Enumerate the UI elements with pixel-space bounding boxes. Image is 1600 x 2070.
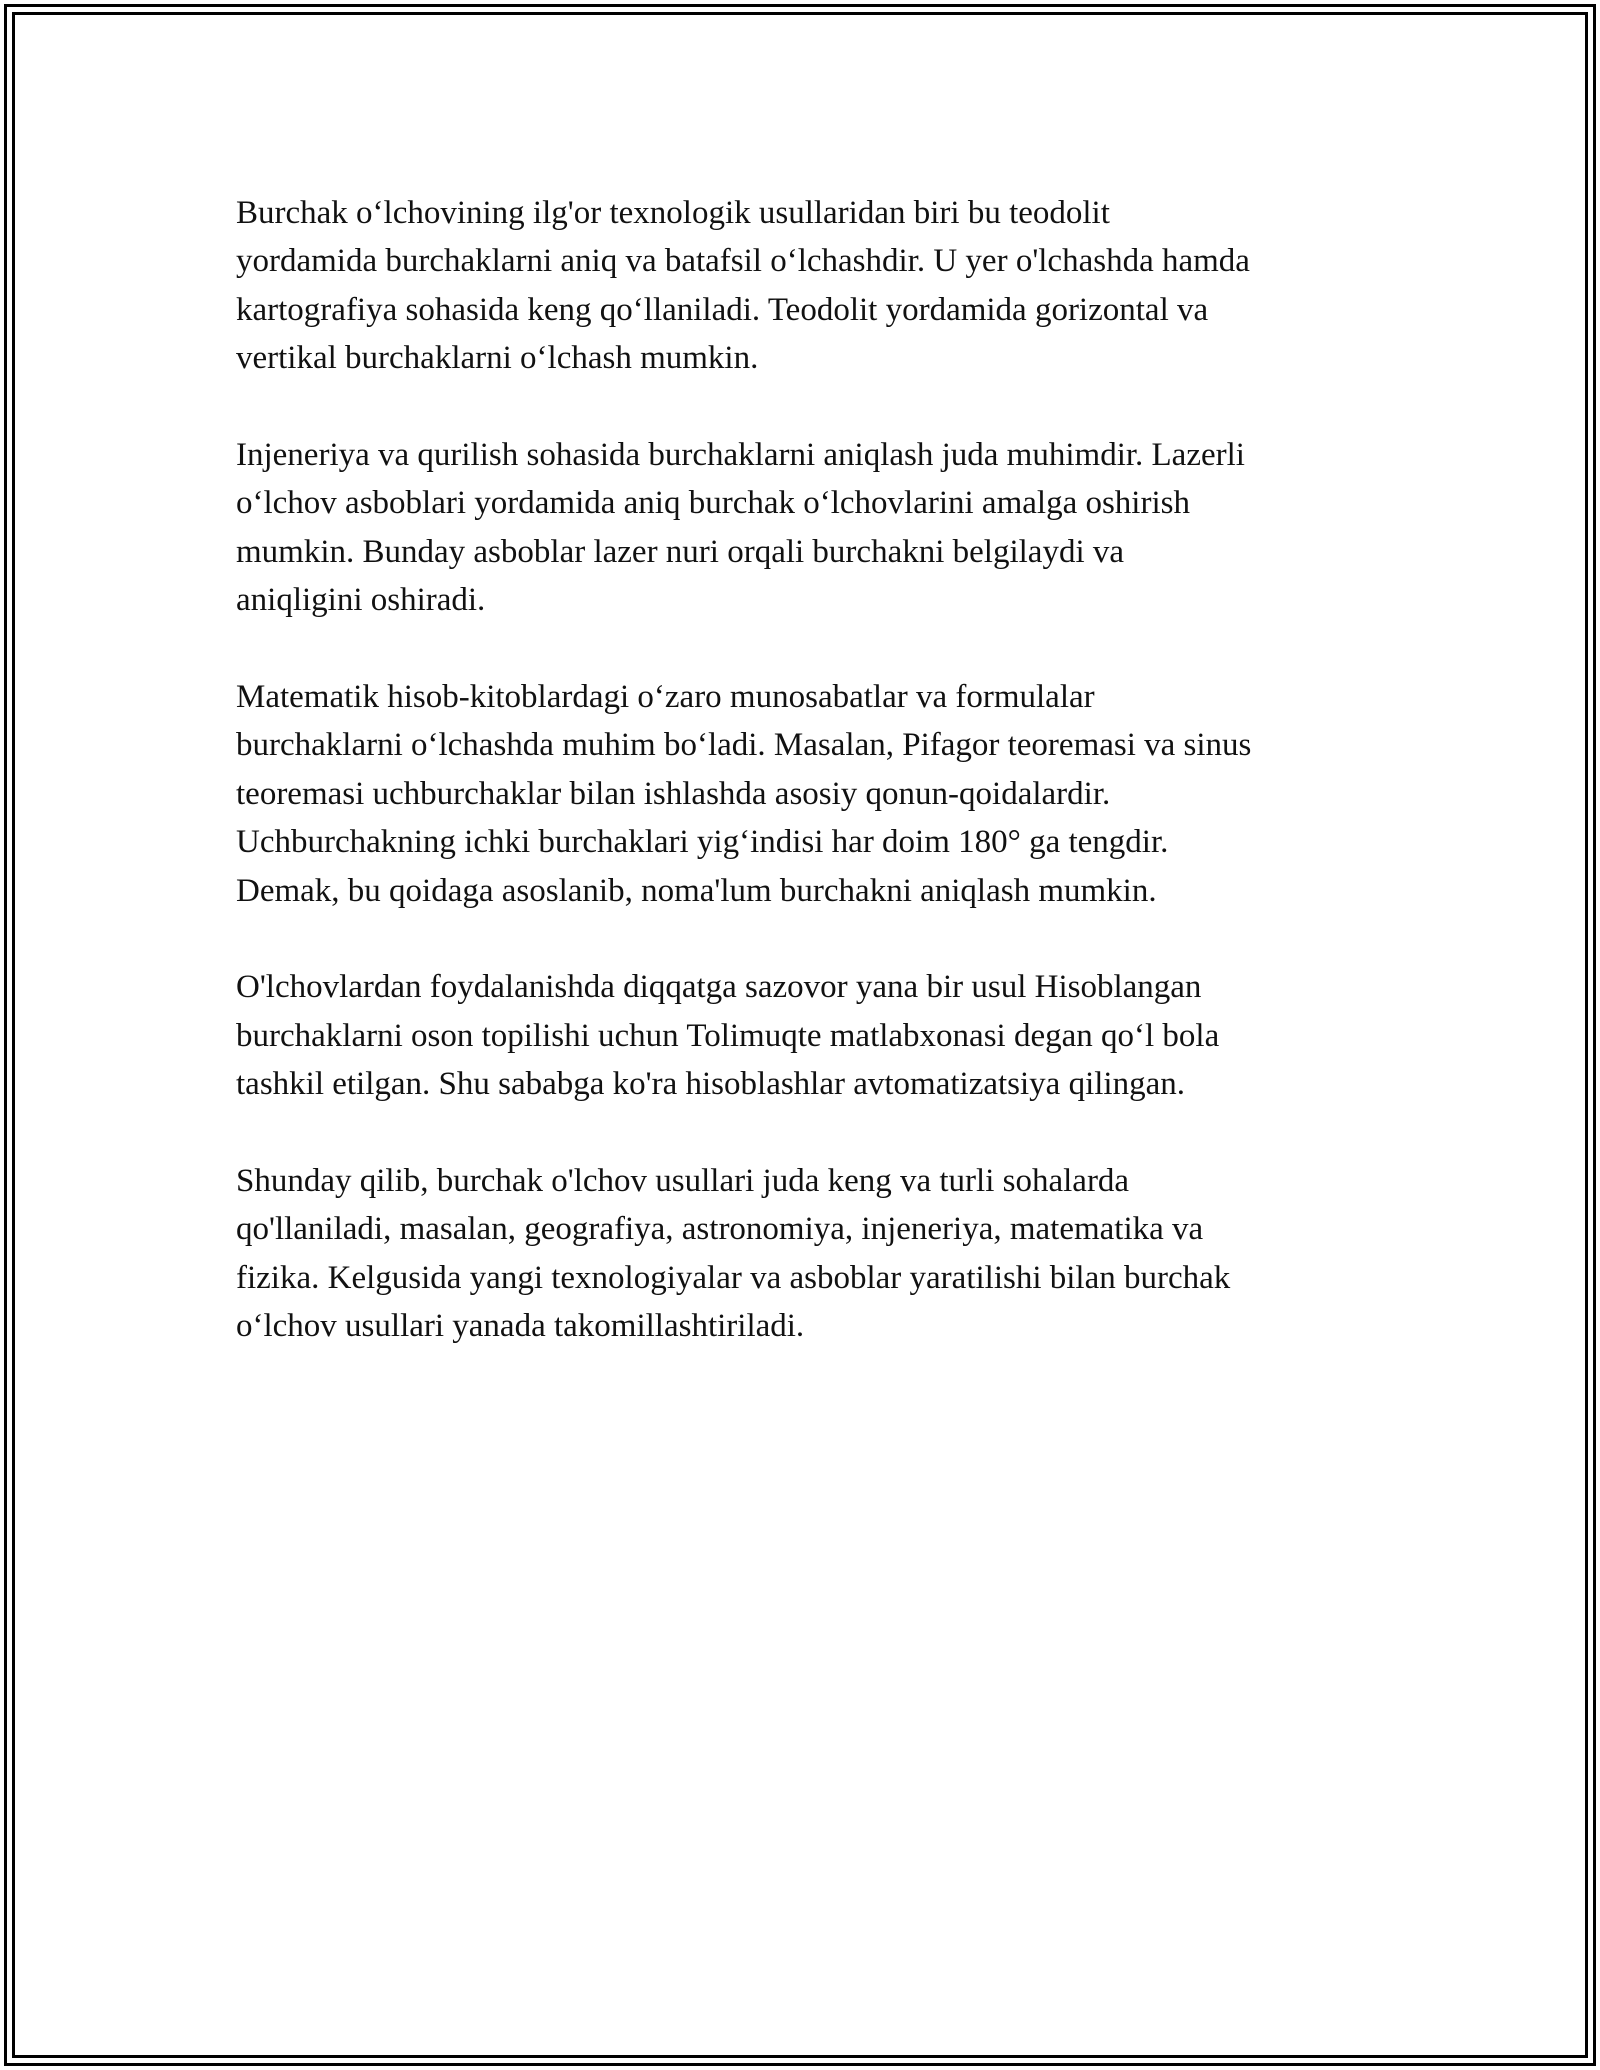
document-body <box>236 189 1376 1399</box>
paragraph: O'lchovlardan foydalanishda diqqatga sazovor yana bir usul Hisoblangan burchaklarni oson topilishi uchun Tolimuqte matlabxonasi degan qo‘l bola tashkil etilgan. Shu sababga ko'ra hisoblashlar avtomatizatsiya qilingan. <box>236 969 1220 1103</box>
paragraph: Injeneriya va qurilish sohasida burchaklarni aniqlash juda muhimdir. Lazerli o‘lchov asboblari yordamida aniq burchak o‘lchovlarini amalga oshirish mumkin. Bunday asboblar lazer nuri orqali burchakni belgilaydi va aniqligini oshiradi. <box>236 437 1245 619</box>
paragraph: Matematik hisob-kitoblardagi o‘zaro munosabatlar va formulalar burchaklarni o‘lchashda muhim bo‘ladi. Masalan, Pifagor teoremasi va sinus teoremasi uchburchaklar bilan ishlashda asosiy qonun-qoidalardir. Uchburchakning ichki burchaklari yig‘indisi har doim 180° ga tengdir. Demak, bu qoidaga asoslanib, noma'lum burchakni aniqlash mumkin. <box>236 679 1252 909</box>
paragraph: Burchak o‘lchovining ilg'or texnologik usullaridan biri bu teodolit yordamida burchaklarni aniq va batafsil o‘lchashdir. U yer o'lchashda hamda kartografiya sohasida keng qo‘llaniladi. Teodolit yordamida gorizontal va vertikal burchaklarni o‘lchash mumkin. <box>236 195 1250 377</box>
paragraph: Shunday qilib, burchak o'lchov usullari juda keng va turli sohalarda qo'llaniladi, masalan, geografiya, astronomiya, injeneriya, matematika va fizika. Kelgusida yangi texnologiyalar va asboblar yaratilishi bilan burchak o‘lchov usullari yanada takomillashtiriladi. <box>236 1163 1231 1345</box>
